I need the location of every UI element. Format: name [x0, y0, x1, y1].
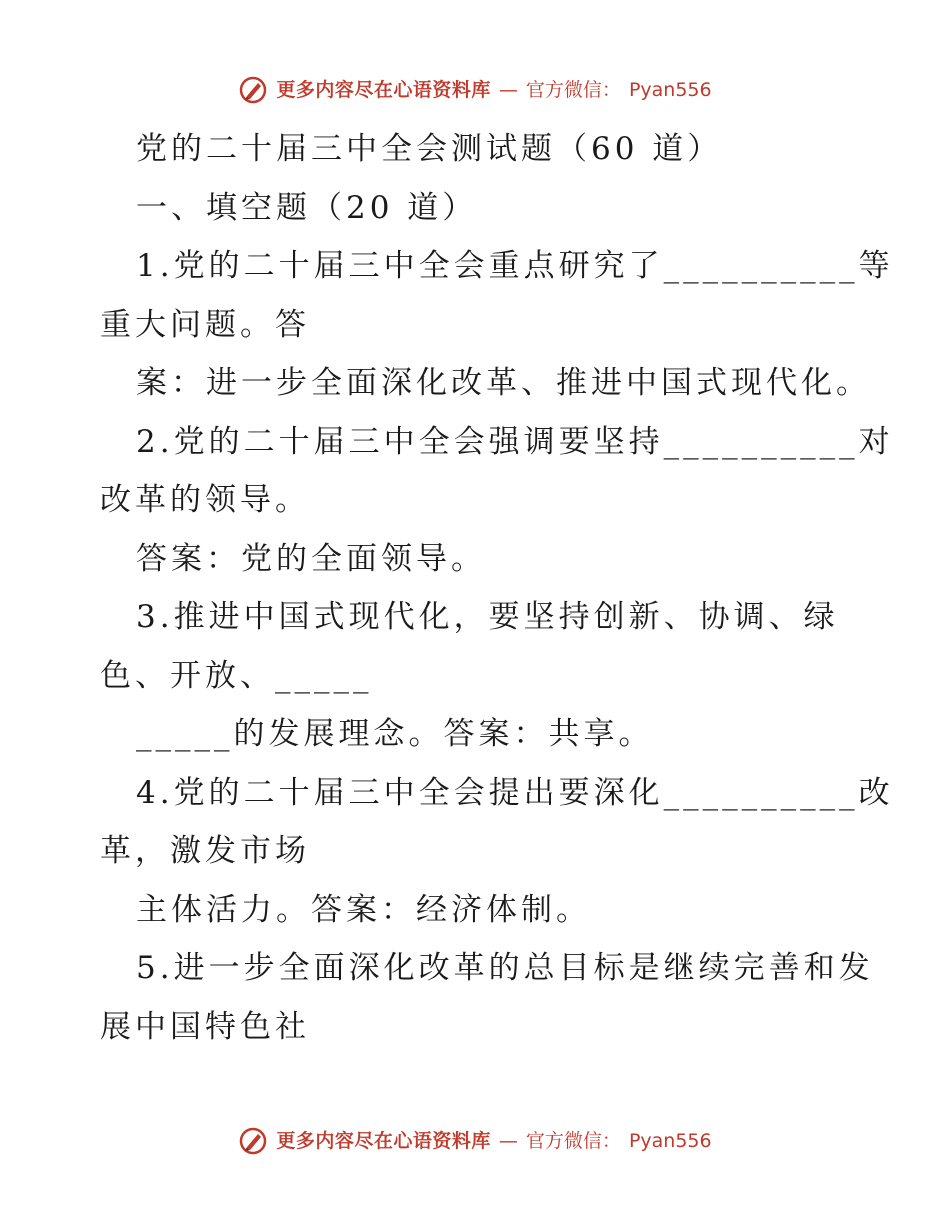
answer-line: _____的发展理念。答案：共享。 — [136, 716, 654, 752]
watermark-title: 更多内容尽在心语资料库 — [276, 1130, 491, 1152]
watermark-dash: — — [498, 1130, 518, 1152]
question-line: 3.推进中国式现代化，要坚持创新、协调、绿 — [136, 599, 839, 635]
question-line: 4.党的二十届三中全会提出要深化__________改 — [136, 774, 894, 811]
question-line: 色、开放、_____ — [100, 657, 373, 694]
question-line: 革，激发市场 — [100, 833, 310, 869]
document-body — [100, 120, 894, 1056]
document-title: 党的二十届三中全会测试题（60 道） — [136, 131, 723, 167]
answer-line: 案：进一步全面深化改革、推进中国式现代化。 — [136, 365, 871, 401]
watermark-wechat-id: Pyan556 — [628, 1130, 712, 1152]
watermark-title: 更多内容尽在心语资料库 — [276, 79, 491, 101]
watermark-wechat-label: 官方微信： — [525, 79, 621, 101]
question-line: 展中国特色社 — [100, 1008, 310, 1045]
header-watermark — [0, 75, 950, 105]
question-line: 重大问题。答 — [100, 306, 310, 343]
section-heading: 一、填空题（20 道） — [136, 189, 478, 226]
watermark-wechat-id: Pyan556 — [628, 79, 712, 101]
pen-logo-icon — [238, 75, 268, 105]
question-line: 2.党的二十届三中全会强调要坚持__________对 — [136, 423, 894, 460]
answer-line: 主体活力。答案：经济体制。 — [136, 891, 591, 928]
pen-logo-icon — [238, 1126, 268, 1156]
watermark-wechat-label: 官方微信： — [525, 1130, 621, 1152]
footer-watermark — [0, 1126, 950, 1156]
question-line: 5.进一步全面深化改革的总目标是继续完善和发 — [136, 950, 874, 986]
watermark-dash: — — [498, 79, 518, 101]
question-line: 1.党的二十届三中全会重点研究了__________等 — [136, 248, 894, 284]
answer-line: 答案：党的全面领导。 — [136, 540, 486, 577]
question-line: 改革的领导。 — [100, 482, 310, 518]
